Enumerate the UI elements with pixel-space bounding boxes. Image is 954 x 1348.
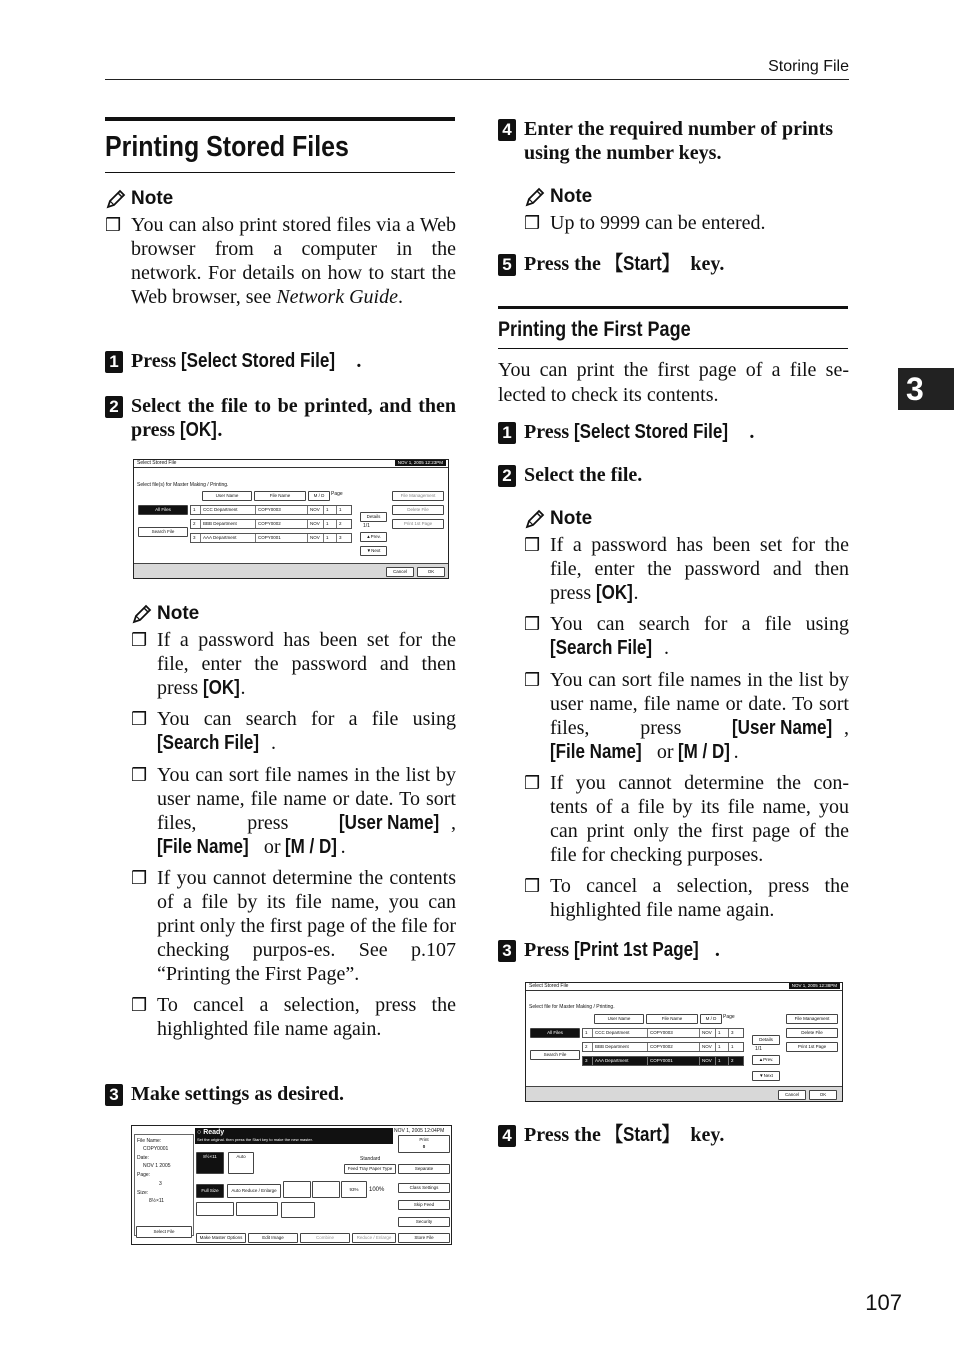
left-note-1 — [105, 188, 456, 309]
checkbox-bullet-icon: ❒ — [131, 995, 148, 1015]
separate-button[interactable]: Separate — [398, 1164, 450, 1174]
details-button[interactable]: Details — [360, 512, 387, 522]
note-item: ❒ You can also print stored files via a Web browser from a computer in the network. For details on how to start the Web browser, see Network Guide. — [105, 214, 456, 308]
checkbox-bullet-icon: ❒ — [131, 868, 148, 888]
file-info-panel: File Name: COPY0001 Date: NOV 1 2005 Page: 3 Size: 8½×11 — [134, 1134, 194, 1236]
select-stored-file-screen — [133, 459, 449, 579]
intro-paragraph: You can print the first page of a file se-lected to check its contents. — [498, 359, 849, 406]
page-col-label: Page — [331, 491, 343, 497]
checkbox-bullet-icon: ❒ — [524, 213, 541, 233]
cancel-button[interactable]: Cancel — [778, 1090, 806, 1100]
checkbox-bullet-icon: ❒ — [524, 876, 541, 896]
sort-file-name-button[interactable]: File Name — [646, 1014, 698, 1024]
note-item: ❒ If you cannot determine the contents of a file by its file name, you can print only the first page of the file for checking purpos-es. See p.107 “Printing the First Page”. — [131, 867, 456, 985]
prev-button[interactable]: ▲Prev. — [752, 1055, 780, 1065]
full-size-button[interactable]: Full Size — [196, 1184, 224, 1198]
next-button[interactable]: ▼Next — [752, 1071, 780, 1081]
ready-banner: ○ Ready Set the original. then press the Start key to make the new master. — [195, 1128, 393, 1144]
class-settings-button[interactable]: Class Settings — [398, 1183, 450, 1193]
standard-label: Standard — [360, 1156, 381, 1162]
file-management-button[interactable]: File Management — [786, 1014, 838, 1024]
print-counter: Print 0 — [398, 1135, 450, 1153]
search-file-button[interactable]: Search File — [138, 527, 188, 537]
all-files-button[interactable]: All Files — [530, 1028, 580, 1038]
reduce-ratio-1-button[interactable] — [283, 1181, 311, 1198]
screen-subtitle: Select file(s) for Master Making / Printing. — [137, 482, 229, 488]
cancel-button[interactable]: Cancel — [386, 567, 414, 577]
page-number: 107 — [865, 1290, 902, 1315]
note-item: ❒ You can search for a file using [Search File] . — [131, 708, 456, 754]
note-item: ❒ If a password has been set for the file, enter the password and then press [OK]. — [131, 629, 456, 699]
pencil-icon — [524, 508, 546, 530]
make-master-options-tab[interactable]: Make Master Options — [196, 1233, 246, 1243]
checkbox-bullet-icon: ❒ — [524, 535, 541, 555]
note-item: ❒ You can sort file names in the list by user name, file name or date. To sort files, press [User Name] , [File Name] or [M / D] . — [131, 764, 456, 858]
step-3: 3 Make settings as desired. — [105, 1082, 456, 1106]
paper-tray-button[interactable]: 8½×11 — [196, 1152, 224, 1174]
right-note-2 — [524, 508, 849, 922]
page-indicator: 1/1 — [755, 1046, 762, 1052]
combine-tab[interactable]: Combine — [300, 1233, 350, 1243]
note-item: ❒ You can search for a file using [Search File] . — [524, 613, 849, 659]
delete-file-button[interactable]: Delete File — [392, 505, 444, 515]
sort-date-button[interactable]: M / D — [308, 491, 330, 501]
note-item: ❒ If you cannot determine the con-tents of a file by its file name, you can print only the first page of the file for checking purposes. — [524, 772, 849, 866]
search-file-button[interactable]: Search File — [530, 1050, 580, 1060]
all-files-button[interactable]: All Files — [138, 505, 188, 515]
sub-step-4: 4 Press the 【Start】 key. — [498, 1123, 849, 1147]
running-header: Storing File — [768, 58, 849, 75]
checkbox-bullet-icon: ❒ — [131, 709, 148, 729]
status-clock: NOV 1, 2005 12:04PM — [394, 1128, 445, 1134]
store-file-button[interactable]: Store File — [398, 1233, 450, 1243]
pencil-icon — [131, 603, 153, 625]
page-col-label: Page — [723, 1014, 735, 1020]
prev-button[interactable]: ▲Prev. — [360, 532, 387, 542]
page-indicator: 1/1 — [363, 523, 370, 529]
note-heading: Note — [131, 603, 456, 625]
step-2: 2 Select the file to be printed, and then press [OK]. — [105, 394, 456, 442]
note-item: ❒ You can sort file names in the list by user name, file name or date. To sort files, press [User Name] , [File Name] or [M / D] . — [524, 669, 849, 763]
step-1: 1 Press [Select Stored File] . — [105, 349, 456, 373]
table-row[interactable]: 2 BBB Department COPY0002 NOV 1 2 — [190, 519, 352, 529]
checkbox-bullet-icon: ❒ — [131, 630, 148, 650]
sub-step-1: 1 Press [Select Stored File] . — [498, 420, 849, 444]
print-settings-screen — [131, 1125, 452, 1245]
table-row[interactable]: 2 BBB Department COPY0002 NOV 1 1 — [582, 1042, 744, 1052]
sub-step-2: 2 Select the file. — [498, 463, 849, 487]
header-rule — [105, 79, 849, 80]
sub-step-3: 3 Press [Print 1st Page] . — [498, 938, 849, 962]
details-button[interactable]: Details — [752, 1035, 780, 1045]
sort-user-name-button[interactable]: User Name — [594, 1014, 644, 1024]
checkbox-bullet-icon: ❒ — [524, 614, 541, 634]
skip-feed-button[interactable]: Skip Feed — [398, 1200, 450, 1210]
note-heading: Note — [524, 508, 849, 530]
select-file-button[interactable]: Select File — [136, 1226, 192, 1238]
subsection-title: Printing the First Page — [498, 306, 848, 349]
select-stored-file-screen-2 — [525, 982, 843, 1102]
note-item: ❒ Up to 9999 can be entered. — [524, 212, 766, 234]
speed-control[interactable] — [236, 1202, 278, 1216]
right-note-1 — [524, 186, 849, 235]
mode-button[interactable] — [281, 1202, 315, 1218]
next-button[interactable]: ▼Next — [360, 546, 387, 556]
note-item: ❒ To cancel a selection, press the highlighted file name again. — [524, 875, 849, 921]
sort-date-button[interactable]: M / D — [700, 1014, 722, 1024]
print-1st-page-button[interactable]: Print 1st Page — [392, 519, 444, 529]
auto-reduce-enlarge-button[interactable]: Auto Reduce / Enlarge — [227, 1184, 281, 1198]
pencil-icon — [105, 188, 127, 210]
zoom-label: 100% — [369, 1187, 385, 1193]
ok-button[interactable]: OK — [417, 567, 445, 577]
table-row-selected[interactable]: 3 AAA Department COPY0001 NOV 1 2 — [582, 1056, 744, 1066]
ok-button[interactable]: OK — [809, 1090, 837, 1100]
sort-user-name-button[interactable]: User Name — [202, 491, 252, 501]
note-item: ❒ If a password has been set for the file, enter the password and then press [OK]. — [524, 534, 849, 604]
reduce-93-button[interactable]: 93% — [341, 1181, 367, 1198]
sort-file-name-button[interactable]: File Name — [254, 491, 306, 501]
pencil-icon — [524, 186, 546, 208]
reduce-ratio-2-button[interactable] — [312, 1181, 340, 1198]
status-clock: NOV 1, 2005 12:23PM — [395, 460, 446, 466]
file-management-button[interactable]: File Management — [392, 491, 444, 501]
screen-bottom-bar — [526, 1086, 842, 1101]
reduce-enlarge-tab[interactable]: Reduce / Enlarge — [352, 1233, 396, 1243]
status-clock: NOV 1, 2005 12:38PM — [789, 983, 840, 989]
screen-subtitle: Select file for Master Making / Printing. — [529, 1004, 615, 1010]
table-row[interactable]: 3 AAA Department COPY0001 NOV 1 3 — [190, 533, 352, 543]
edit-image-tab[interactable]: Edit Image — [248, 1233, 298, 1243]
delete-file-button[interactable]: Delete File — [786, 1028, 838, 1038]
note-heading: Note — [524, 186, 849, 208]
chapter-tab: 3 — [898, 368, 954, 410]
checkbox-bullet-icon: ❒ — [105, 215, 122, 235]
note-item: ❒ To cancel a selection, press the highlighted file name again. — [131, 994, 456, 1040]
table-row[interactable]: 1 CCC Department COPY0003 NOV 1 3 — [582, 1028, 744, 1038]
section-title: Printing Stored Files — [105, 117, 455, 173]
screen-bottom-bar — [134, 563, 448, 578]
print-1st-page-button[interactable]: Print 1st Page — [786, 1042, 838, 1052]
note-heading: Note — [105, 188, 456, 210]
screen-title: Select Stored File — [529, 983, 569, 989]
checkbox-bullet-icon: ❒ — [131, 765, 148, 785]
checkbox-bullet-icon: ❒ — [524, 773, 541, 793]
checkbox-bullet-icon: ❒ — [524, 670, 541, 690]
table-row[interactable]: 1 CCC Department COPY0003 NOV 1 1 — [190, 505, 352, 515]
step-5: 5 Press the 【Start】 key. — [498, 252, 849, 276]
density-control[interactable] — [196, 1202, 234, 1216]
feed-tray-paper-type-button[interactable]: Feed Tray Paper Type — [344, 1164, 396, 1174]
step-4: 4 Enter the required number of prints using the number keys. — [498, 117, 849, 165]
auto-paper-button[interactable]: Auto — [228, 1152, 254, 1174]
left-note-2 — [131, 603, 456, 1041]
screen-title: Select Stored File — [137, 460, 177, 466]
security-button[interactable]: Security — [398, 1217, 450, 1227]
